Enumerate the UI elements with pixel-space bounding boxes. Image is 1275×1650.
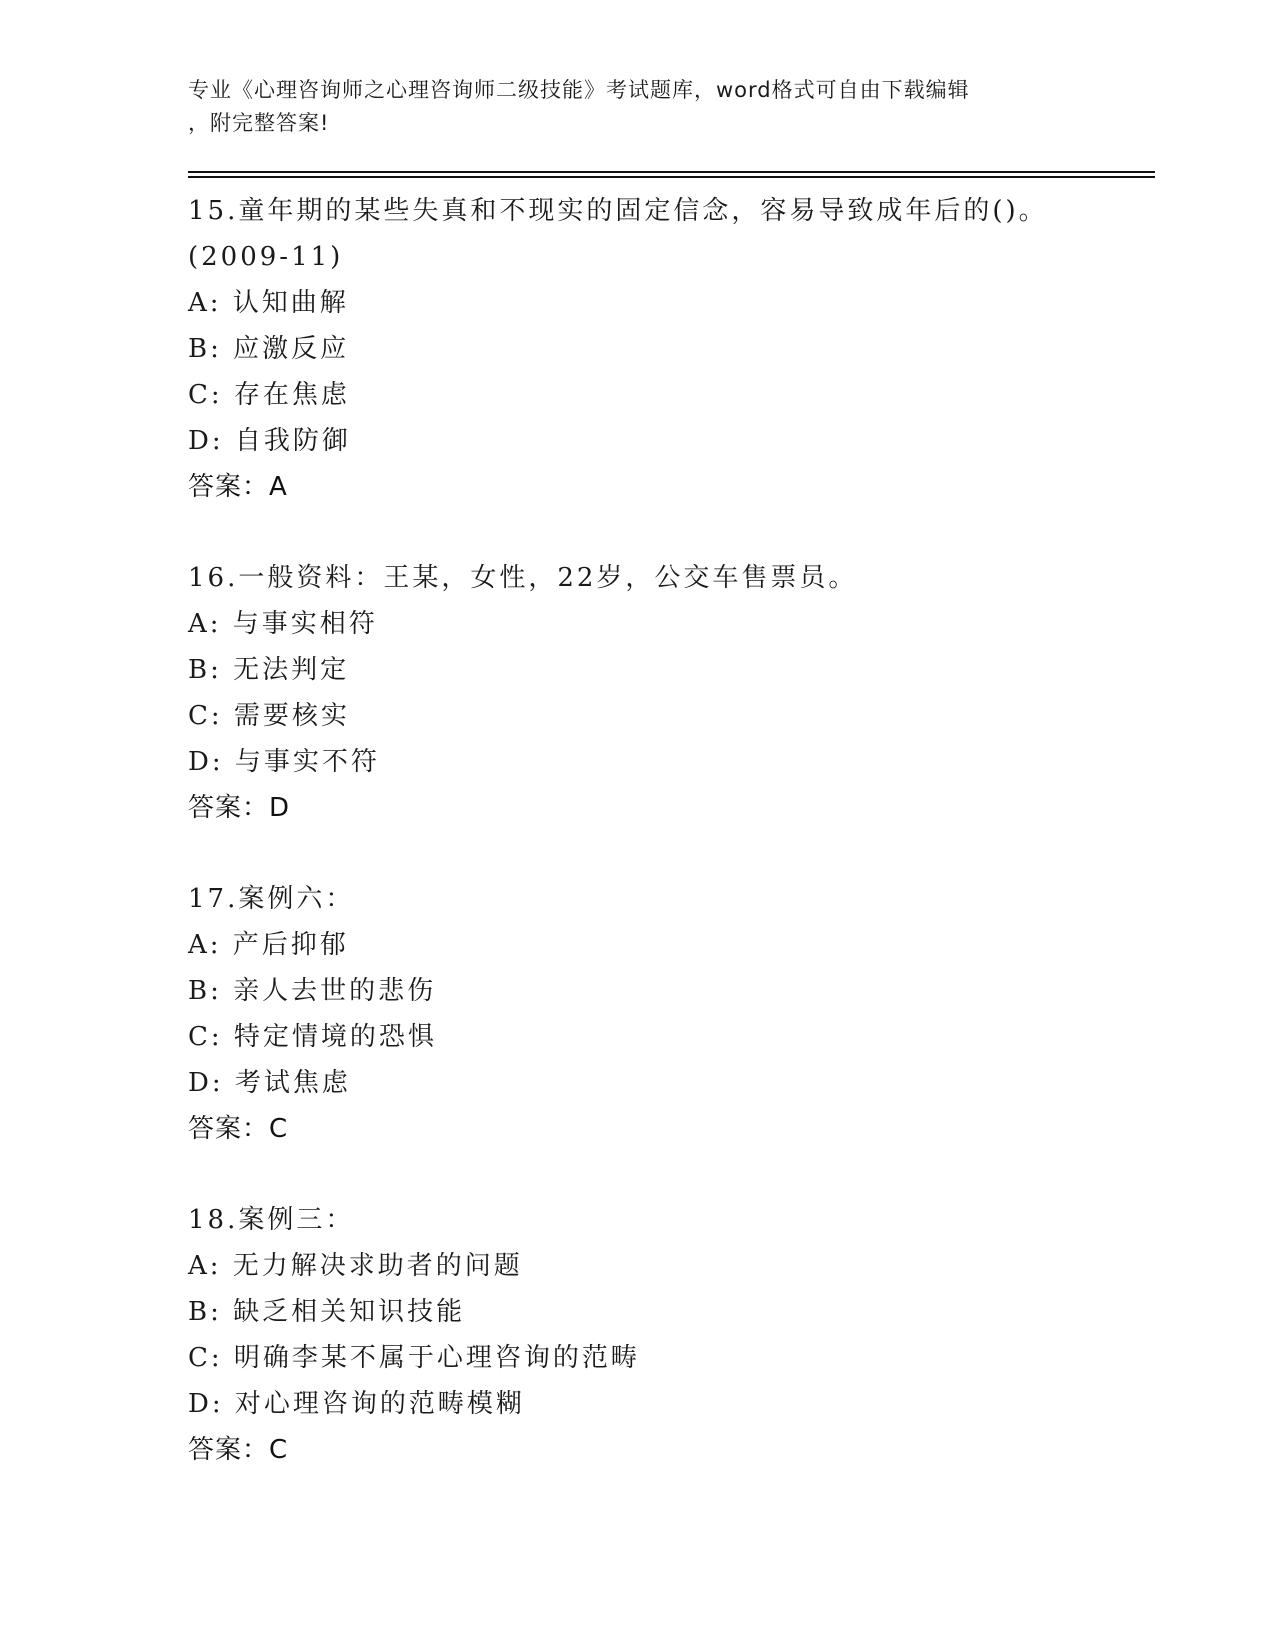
question-stem: 17.案例六： <box>188 884 355 914</box>
option-a: A: 认知曲解 <box>188 288 349 318</box>
option-a: A: 无力解决求助者的问题 <box>188 1251 523 1281</box>
option-b: B: 无法判定 <box>188 655 350 685</box>
question-15 <box>188 188 1148 510</box>
question-18 <box>188 1197 1148 1473</box>
option-c: C: 特定情境的恐惧 <box>188 1022 437 1052</box>
option-c: C: 明确李某不属于心理咨询的范畴 <box>188 1343 640 1373</box>
question-16 <box>188 555 1148 831</box>
document-header <box>188 74 1088 140</box>
header-line-1: 专业《心理咨询师之心理咨询师二级技能》考试题库，word格式可自由下载编辑 <box>188 78 970 102</box>
question-stem: 18.案例三： <box>188 1205 355 1235</box>
option-d: D: 与事实不符 <box>188 747 380 777</box>
option-d: D: 考试焦虑 <box>188 1068 351 1098</box>
option-b: B: 亲人去世的悲伤 <box>188 976 437 1006</box>
header-divider-top <box>188 171 1155 173</box>
header-divider-bottom <box>188 176 1155 178</box>
option-c: C: 存在焦虑 <box>188 380 350 410</box>
answer: 答案：C <box>188 1114 289 1144</box>
option-a: A: 与事实相符 <box>188 609 378 639</box>
option-b: B: 应激反应 <box>188 334 350 364</box>
option-d: D: 对心理咨询的范畴模糊 <box>188 1389 525 1419</box>
option-b: B: 缺乏相关知识技能 <box>188 1297 466 1327</box>
question-stem-continued: (2009-11) <box>188 242 344 272</box>
answer: 答案：C <box>188 1435 289 1465</box>
header-line-2: ，附完整答案! <box>188 111 330 135</box>
option-d: D: 自我防御 <box>188 426 351 456</box>
answer: 答案：D <box>188 793 291 823</box>
question-stem: 16.一般资料：王某，女性，22岁，公交车售票员。 <box>188 563 858 593</box>
question-stem: 15.童年期的某些失真和不现实的固定信念，容易导致成年后的()。 <box>188 196 1048 226</box>
answer: 答案：A <box>188 472 288 502</box>
option-c: C: 需要核实 <box>188 701 350 731</box>
question-list <box>188 188 1148 1518</box>
option-a: A: 产后抑郁 <box>188 930 349 960</box>
question-17 <box>188 876 1148 1152</box>
